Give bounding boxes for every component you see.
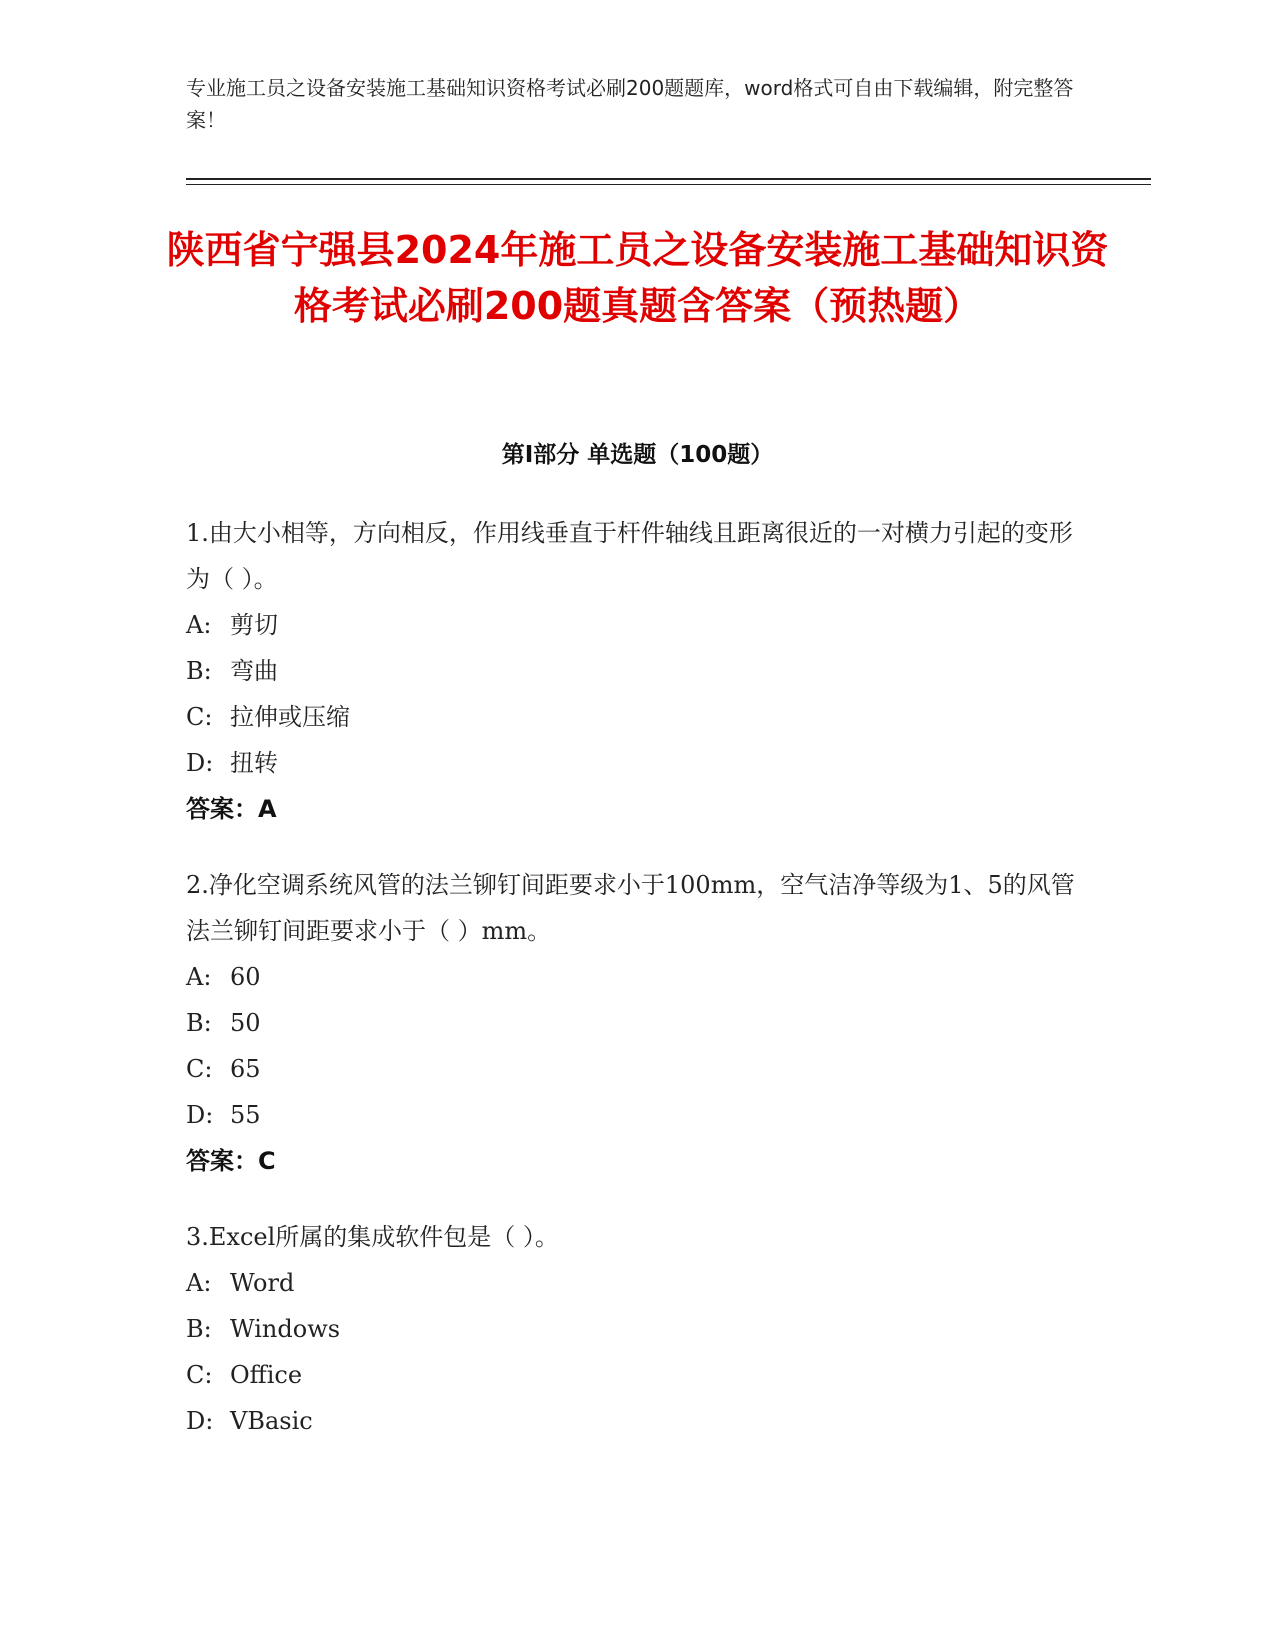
option-d: [186, 1398, 1086, 1444]
option-a: [186, 602, 1086, 648]
option-c: [186, 694, 1086, 740]
question-stem: 2.净化空调系统风管的法兰铆钉间距要求小于100mm，空气洁净等级为1、5的风管法兰铆钉间距要求小于（ ）mm。: [186, 871, 1075, 945]
option-text: 扭转: [230, 749, 278, 777]
option-text: VBasic: [230, 1407, 313, 1435]
option-text: 65: [230, 1055, 261, 1083]
option-b: [186, 1000, 1086, 1046]
option-text: 60: [230, 963, 261, 991]
option-c: [186, 1046, 1086, 1092]
header-divider-thick: [186, 178, 1151, 180]
option-c: [186, 1352, 1086, 1398]
option-d: [186, 1092, 1086, 1138]
option-letter: B:: [186, 1009, 212, 1037]
question-stem: 1.由大小相等，方向相反，作用线垂直于杆件轴线且距离很近的一对横力引起的变形为（ ）。: [186, 519, 1073, 593]
question-stem: 3.Excel所属的集成软件包是（ ）。: [186, 1223, 559, 1251]
document-title: 陕西省宁强县2024年施工员之设备安装施工基础知识资格考试必刷200题真题含答案（预热题）: [166, 228, 1109, 328]
option-letter: A:: [186, 963, 212, 991]
option-letter: D:: [186, 1407, 214, 1435]
header-divider-thin: [186, 184, 1151, 185]
option-text: 剪切: [230, 611, 278, 639]
option-letter: C:: [186, 703, 213, 731]
option-text: 弯曲: [230, 657, 278, 685]
option-letter: C:: [186, 1055, 213, 1083]
option-text: Office: [230, 1361, 303, 1389]
option-letter: B:: [186, 657, 212, 685]
option-letter: A:: [186, 1269, 212, 1297]
option-text: Windows: [230, 1315, 341, 1343]
question-3: [186, 1214, 1086, 1444]
option-a: [186, 954, 1086, 1000]
option-b: [186, 1306, 1086, 1352]
option-letter: C:: [186, 1361, 213, 1389]
answer-line: 答案：C: [186, 1147, 276, 1175]
option-b: [186, 648, 1086, 694]
section-heading: 第Ⅰ部分 单选题（100题）: [501, 442, 774, 468]
answer-line: 答案：A: [186, 795, 277, 823]
question-2: [186, 862, 1086, 1184]
option-text: 55: [230, 1101, 261, 1129]
option-letter: D:: [186, 749, 214, 777]
option-d: [186, 740, 1086, 786]
option-text: 50: [230, 1009, 261, 1037]
option-letter: B:: [186, 1315, 212, 1343]
option-letter: A:: [186, 611, 212, 639]
option-a: [186, 1260, 1086, 1306]
question-1: [186, 510, 1086, 832]
option-text: 拉伸或压缩: [230, 703, 350, 731]
header-note: 专业施工员之设备安装施工基础知识资格考试必刷200题题库，word格式可自由下载编辑，附完整答案！: [186, 76, 1074, 132]
option-text: Word: [230, 1269, 295, 1297]
option-letter: D:: [186, 1101, 214, 1129]
